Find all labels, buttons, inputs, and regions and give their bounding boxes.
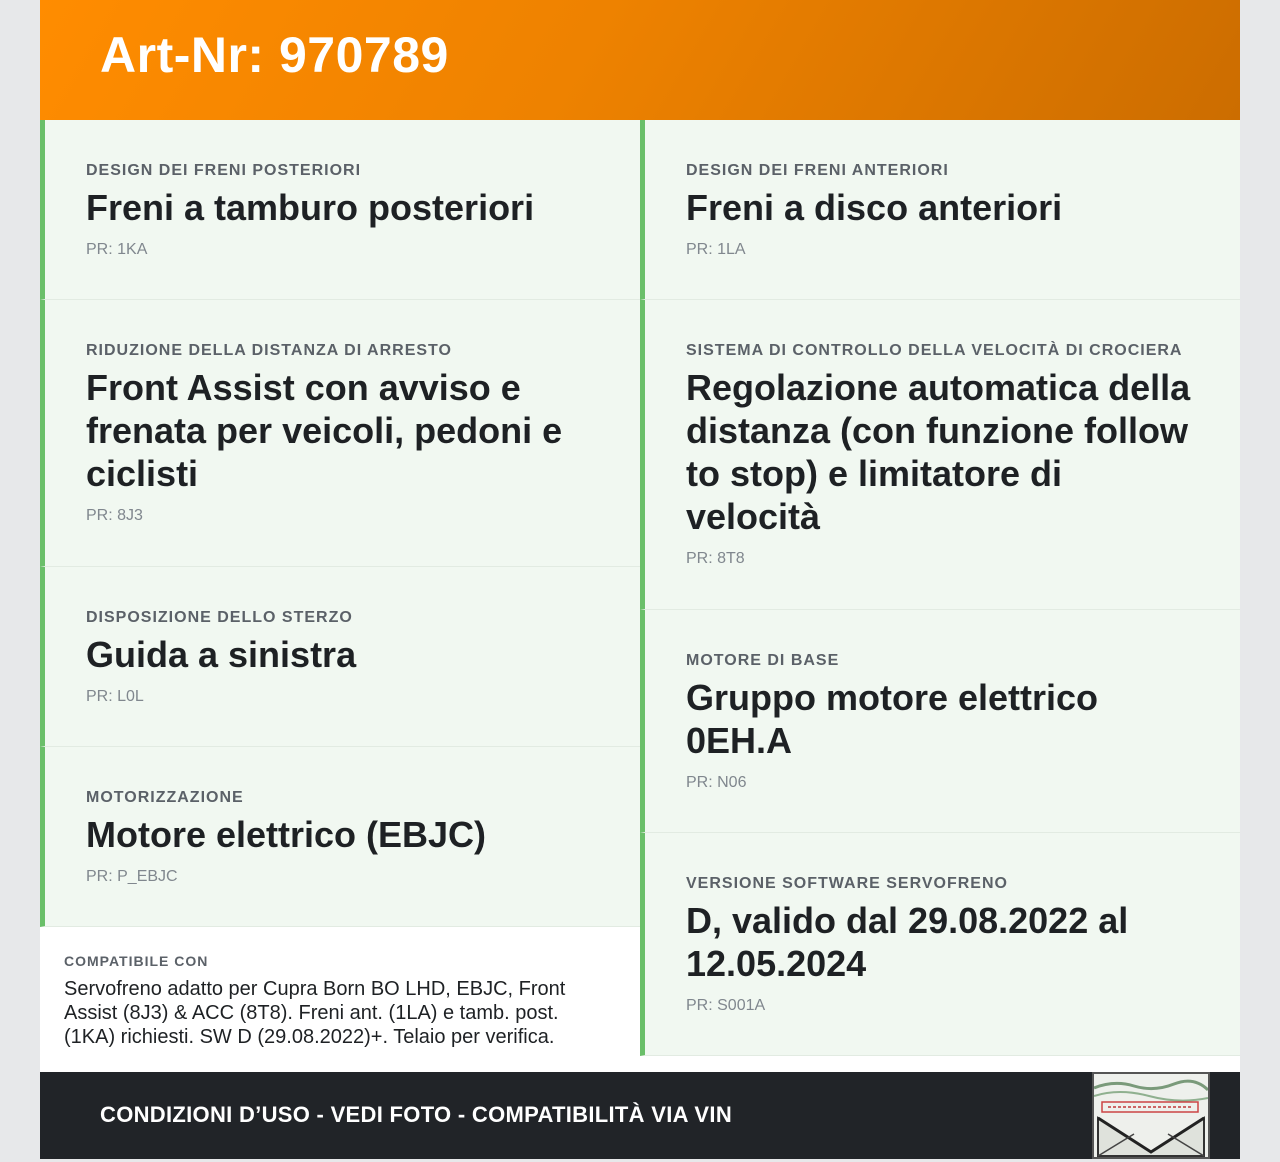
card-pr-code: PR: L0L xyxy=(86,688,144,705)
card-pr-code: PR: P_EBJC xyxy=(86,868,178,885)
page xyxy=(40,0,1240,1159)
header xyxy=(40,0,1240,120)
product-photo-thumbnail[interactable] xyxy=(1092,1072,1210,1159)
card-pr-code: PR: 1KA xyxy=(86,241,148,258)
left-column xyxy=(40,120,640,927)
compatibility-section xyxy=(40,927,640,1072)
card-category: SISTEMA DI CONTROLLO DELLA VELOCITÀ DI CROCIERA xyxy=(686,342,1183,359)
card-value: Freni a disco anteriori xyxy=(686,187,1063,228)
card-pr-code: PR: 1LA xyxy=(686,241,746,258)
card-front-assist xyxy=(40,300,640,567)
card-pr-code: PR: S001A xyxy=(686,997,766,1014)
card-rear-brakes xyxy=(40,120,640,300)
right-column xyxy=(640,120,1240,1056)
card-brake-software xyxy=(640,833,1240,1056)
card-category: MOTORE DI BASE xyxy=(686,652,840,669)
card-front-brakes xyxy=(640,120,1240,300)
card-value: Freni a tamburo posteriori xyxy=(86,187,535,228)
card-value: Gruppo motore elettrico 0EH.A xyxy=(686,677,1099,761)
card-value: Regolazione automatica della distanza (con funzione follow to stop) e limitatore di velocità xyxy=(686,367,1191,537)
card-value: Front Assist con avviso e frenata per veicoli, pedoni e ciclisti xyxy=(86,367,563,494)
card-value: D, valido dal 29.08.2022 al 12.05.2024 xyxy=(686,900,1129,984)
card-pr-code: PR: 8J3 xyxy=(86,507,143,524)
card-category: DESIGN DEI FRENI POSTERIORI xyxy=(86,162,362,179)
card-steering xyxy=(40,567,640,747)
footer-bar xyxy=(40,1072,1240,1159)
envelope-photo-icon xyxy=(1094,1074,1208,1157)
article-number-title: Art-Nr: 970789 xyxy=(100,27,449,83)
card-category: RIDUZIONE DELLA DISTANZA DI ARRESTO xyxy=(86,342,452,359)
card-base-engine xyxy=(640,610,1240,833)
footer-text: CONDIZIONI D’USO - VEDI FOTO - COMPATIBILITÀ VIA VIN xyxy=(100,1102,733,1127)
card-value: Motore elettrico (EBJC) xyxy=(86,814,487,855)
card-category: DESIGN DEI FRENI ANTERIORI xyxy=(686,162,949,179)
card-category: VERSIONE SOFTWARE SERVOFRENO xyxy=(686,875,1008,892)
card-pr-code: PR: 8T8 xyxy=(686,550,745,567)
card-category: DISPOSIZIONE DELLO STERZO xyxy=(86,609,353,626)
compatibility-label: COMPATIBILE CON xyxy=(64,953,209,969)
card-category: MOTORIZZAZIONE xyxy=(86,789,244,806)
card-value: Guida a sinistra xyxy=(86,634,357,675)
card-cruise-control xyxy=(640,300,1240,610)
card-pr-code: PR: N06 xyxy=(686,774,747,791)
card-motorization xyxy=(40,747,640,927)
compatibility-text: Servofreno adatto per Cupra Born BO LHD, EBJC, Front Assist (8J3) & ACC (8T8). Freni ant. (1LA) e tamb. post. (1KA) richiesti. SW D (29.08.2022)+. Telaio per verifica. xyxy=(64,978,566,1048)
